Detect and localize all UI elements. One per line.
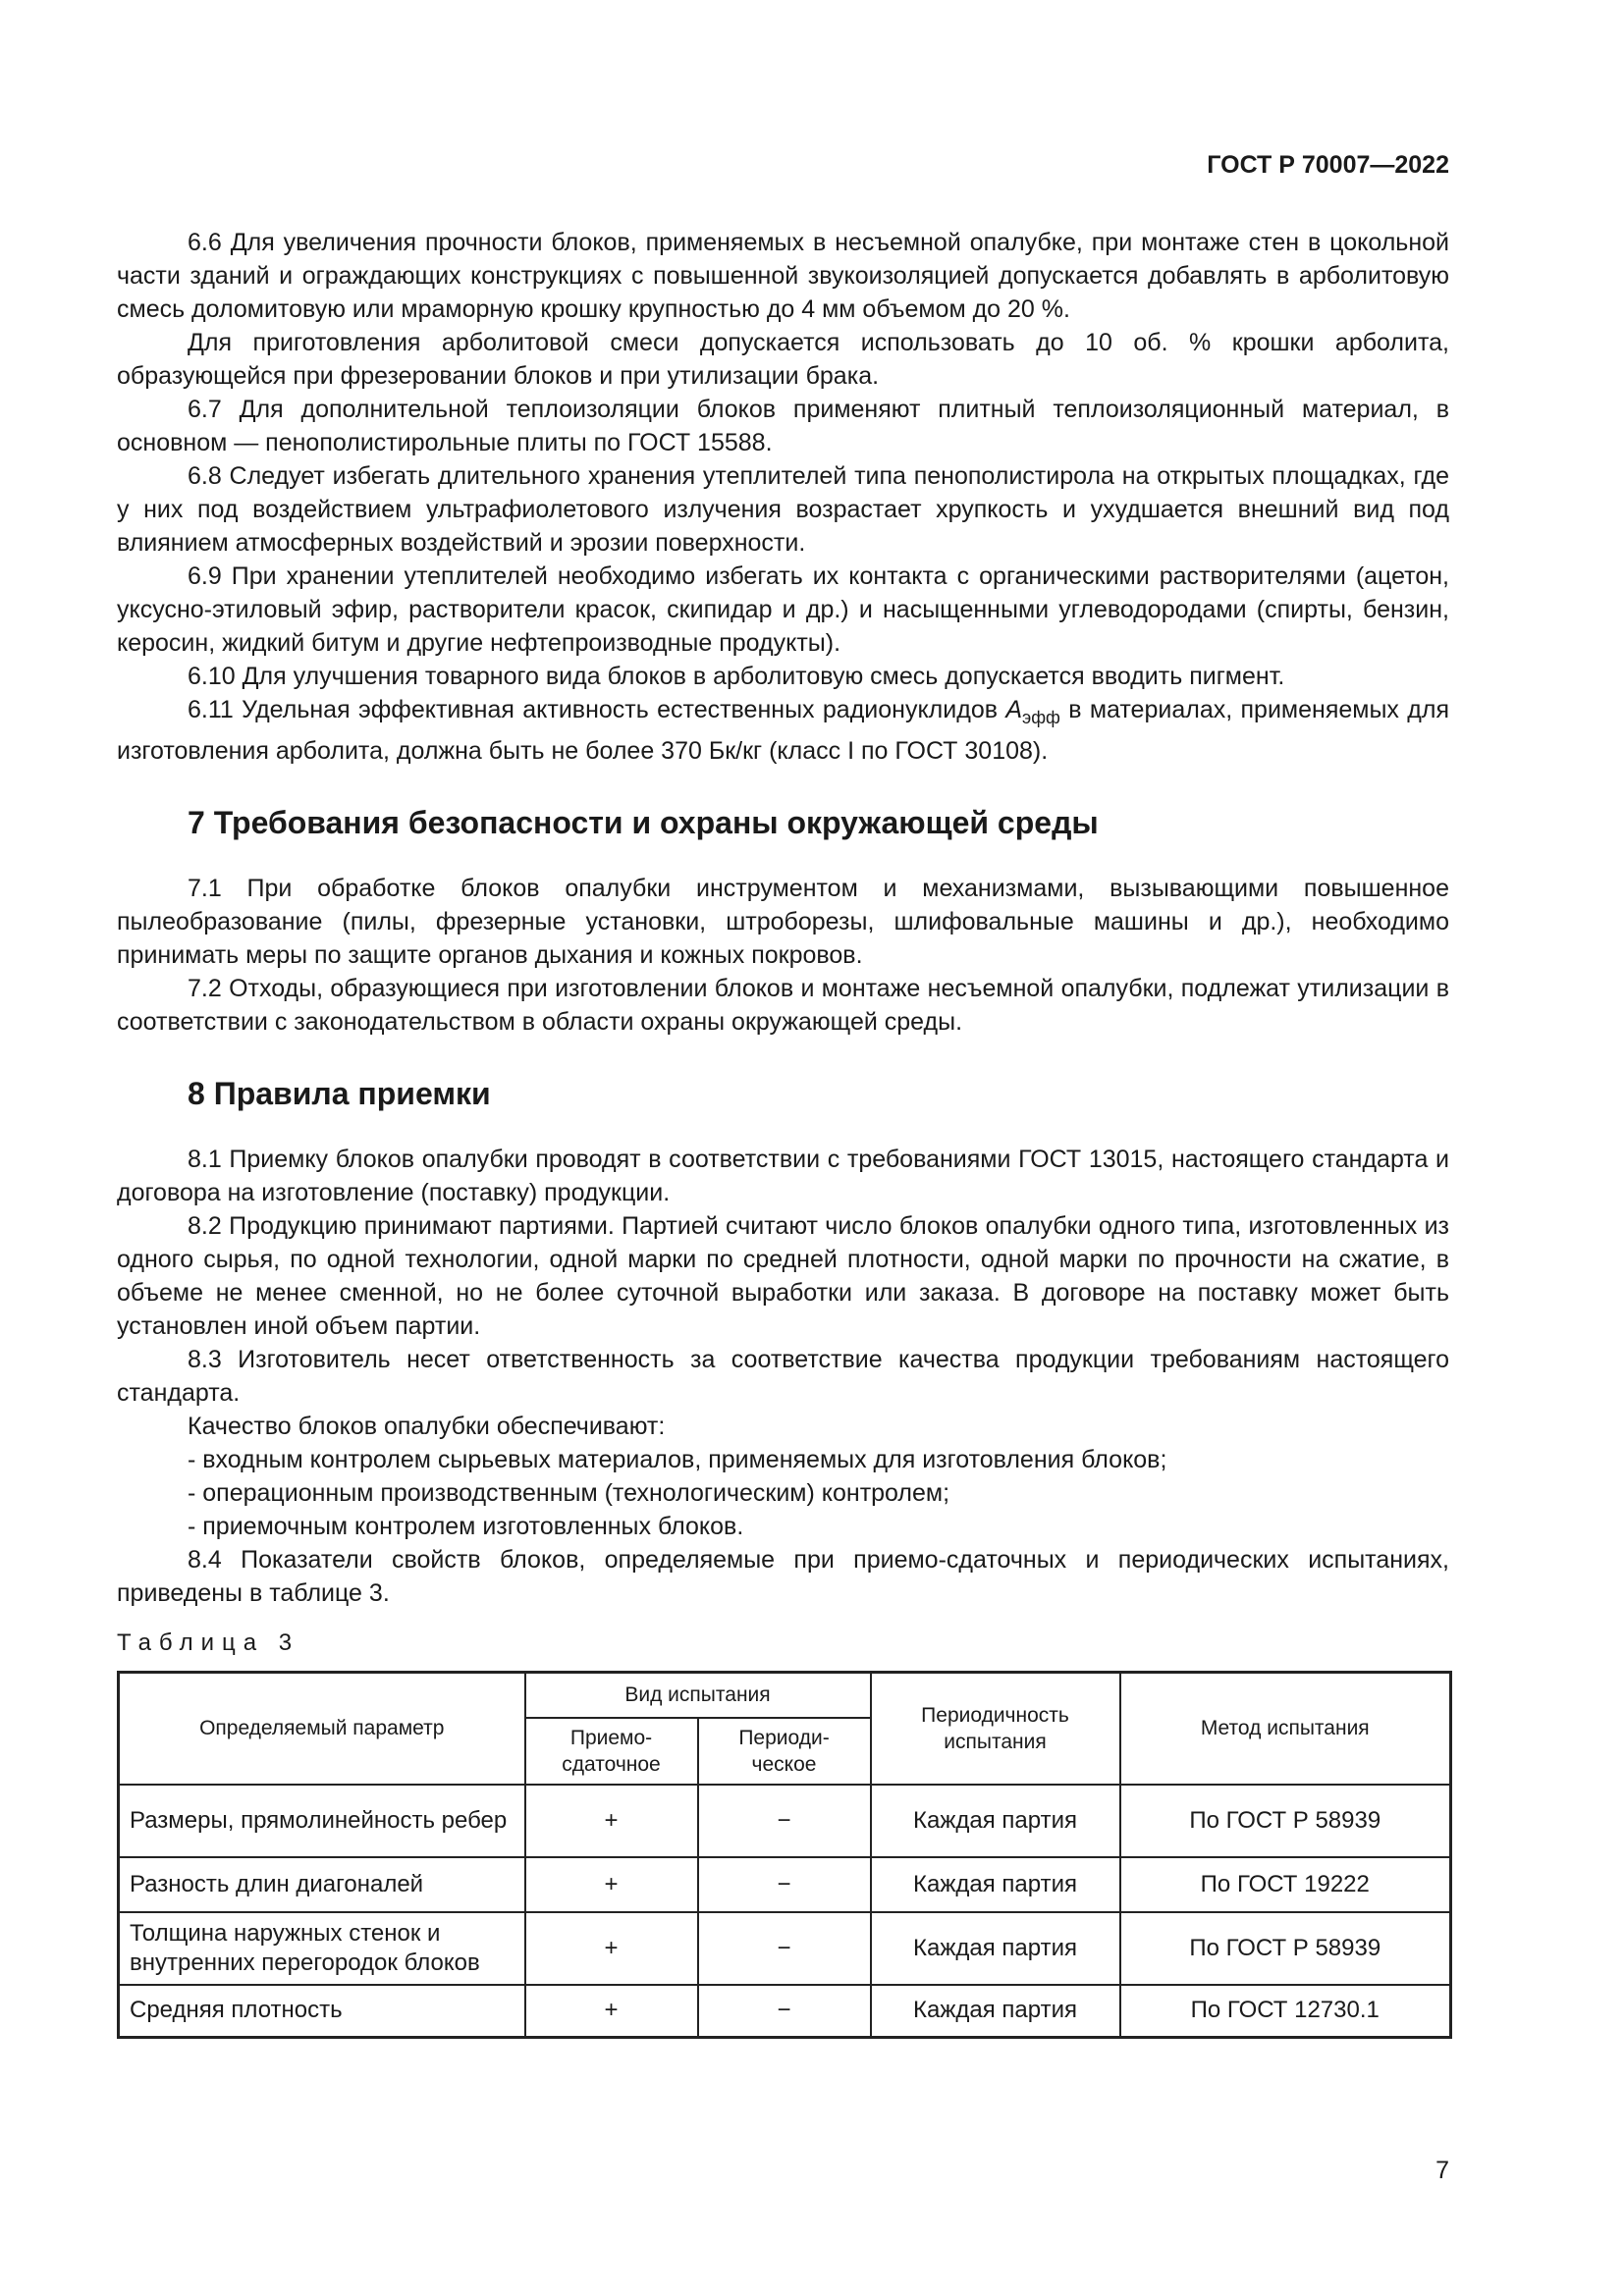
list-item: - приемочным контролем изготовленных блоков.: [188, 1513, 744, 1540]
header-param: Определяемый параметр: [119, 1673, 525, 1785]
paragraph-7-1: 7.1 При обработке блоков опалубки инструментом и механизмами, вызывающими повышенное пылеобразование (пилы, фрезерные установки, штроборезы, шлифовальные машины и др.), необходимо принимать меры по защите органов дыхания и кожных покровов.: [117, 875, 1449, 969]
header-periodic: Периоди- ческое: [698, 1718, 871, 1785]
cell-param: Средняя плотность: [119, 1985, 525, 2038]
cell-periodic: −: [698, 1857, 871, 1912]
header-method: Метод испытания: [1120, 1673, 1451, 1785]
paragraph-6-8: 6.8 Следует избегать длительного хранения утеплителей типа пенополистирола на открытых площадках, где у них под воздействием ультрафиолетового излучения возрастает хрупкость и ухудшается внешний вид под влиянием атмосферных воздействий и эрозии поверхности.: [117, 462, 1449, 557]
paragraph-6-10: 6.10 Для улучшения товарного вида блоков в арболитовую смесь допускается вводить пигмент.: [188, 663, 1285, 690]
page-number: 7: [1435, 2157, 1449, 2184]
paragraph-6-11: [117, 693, 1449, 768]
cell-acceptance: +: [525, 1785, 698, 1857]
header-test-type: Вид испытания: [525, 1673, 871, 1718]
document-header: ГОСТ Р 70007—2022: [1207, 151, 1449, 179]
cell-method: По ГОСТ Р 58939: [1120, 1785, 1451, 1857]
paragraph-6-11-text-b: в материалах, применяемых для изготовления арболита, должна быть не более 370 Бк/кг (класс I по ГОСТ 30108).: [117, 696, 1449, 765]
cell-frequency: Каждая партия: [871, 1985, 1120, 2038]
cell-param: Размеры, прямолинейность ребер: [119, 1785, 525, 1857]
activity-subscript: эфф: [1022, 708, 1060, 727]
table-caption: Таблица 3: [117, 1629, 300, 1656]
cell-frequency: Каждая партия: [871, 1785, 1120, 1857]
table-3: [117, 1671, 1452, 2039]
section-7-heading: 7 Требования безопасности и охраны окружающей среды: [188, 805, 1099, 840]
paragraph-6-6: 6.6 Для увеличения прочности блоков, применяемых в несъемной опалубке, при монтаже стен в цокольной части зданий и ограждающих конструкциях с повышенной звукоизоляцией допускается добавлять в арболитовую смесь доломитовую или мраморную крошку крупностью до 4 мм объемом до 20 %.: [117, 229, 1449, 323]
cell-acceptance: +: [525, 1912, 698, 1985]
paragraph-8-4: 8.4 Показатели свойств блоков, определяемые при приемо-сдаточных и периодических испытаниях, приведены в таблице 3.: [117, 1546, 1449, 1607]
table-row: [119, 1785, 1451, 1857]
table-row: [119, 1985, 1451, 2038]
cell-acceptance: +: [525, 1985, 698, 2038]
table-row: [119, 1857, 1451, 1912]
section-8-heading: 8 Правила приемки: [188, 1076, 491, 1111]
paragraph-6-11-text-a: 6.11 Удельная эффективная активность естественных радионуклидов: [188, 696, 1006, 723]
cell-method: По ГОСТ 12730.1: [1120, 1985, 1451, 2038]
list-item: - операционным производственным (технологическим) контролем;: [188, 1479, 950, 1507]
paragraph-6-7: 6.7 Для дополнительной теплоизоляции блоков применяют плитный теплоизоляционный материал, в основном — пенополистирольные плиты по ГОСТ 15588.: [117, 396, 1449, 456]
list-item: - входным контролем сырьевых материалов, применяемых для изготовления блоков;: [188, 1446, 1167, 1473]
header-frequency: Периодичность испытания: [871, 1673, 1120, 1785]
cell-periodic: −: [698, 1785, 871, 1857]
cell-frequency: Каждая партия: [871, 1857, 1120, 1912]
document-body: [117, 226, 1449, 2039]
cell-frequency: Каждая партия: [871, 1912, 1120, 1985]
paragraph-8-3: 8.3 Изготовитель несет ответственность за соответствие качества продукции требованиям настоящего стандарта.: [117, 1346, 1449, 1407]
cell-periodic: −: [698, 1912, 871, 1985]
cell-acceptance: +: [525, 1857, 698, 1912]
quality-intro: Качество блоков опалубки обеспечивают:: [188, 1413, 666, 1440]
cell-method: По ГОСТ 19222: [1120, 1857, 1451, 1912]
cell-param: Толщина наружных стенок и внутренних перегородок блоков: [119, 1912, 525, 1985]
paragraph-6-9: 6.9 При хранении утеплителей необходимо избегать их контакта с органическими растворителями (ацетон, уксусно-этиловый эфир, растворители красок, скипидар и др.) и насыщенными углеводородами (спирты, бензин, керосин, жидкий битум и другие нефтепроизводные продукты).: [117, 562, 1449, 657]
paragraph-7-2: 7.2 Отходы, образующиеся при изготовлении блоков и монтаже несъемной опалубки, подлежат утилизации в соответствии с законодательством в области охраны окружающей среды.: [117, 975, 1449, 1036]
paragraph-6-6-continued: Для приготовления арболитовой смеси допускается использовать до 10 об. % крошки арболита, образующейся при фрезеровании блоков и при утилизации брака.: [117, 329, 1449, 390]
cell-method: По ГОСТ Р 58939: [1120, 1912, 1451, 1985]
activity-symbol: A: [1005, 696, 1023, 723]
cell-param: Разность длин диагоналей: [119, 1857, 525, 1912]
header-acceptance: Приемо- сдаточное: [525, 1718, 698, 1785]
paragraph-8-2: 8.2 Продукцию принимают партиями. Партией считают число блоков опалубки одного типа, изготовленных из одного сырья, по одной технологии, одной марки по средней плотности, одной марки по прочности на сжатие, в объеме не менее сменной, но не более суточной выработки или заказа. В договоре на поставку может быть установлен иной объем партии.: [117, 1212, 1449, 1340]
paragraph-8-1: 8.1 Приемку блоков опалубки проводят в соответствии с требованиями ГОСТ 13015, настоящего стандарта и договора на изготовление (поставку) продукции.: [117, 1146, 1449, 1206]
cell-periodic: −: [698, 1985, 871, 2038]
table-row: [119, 1912, 1451, 1985]
